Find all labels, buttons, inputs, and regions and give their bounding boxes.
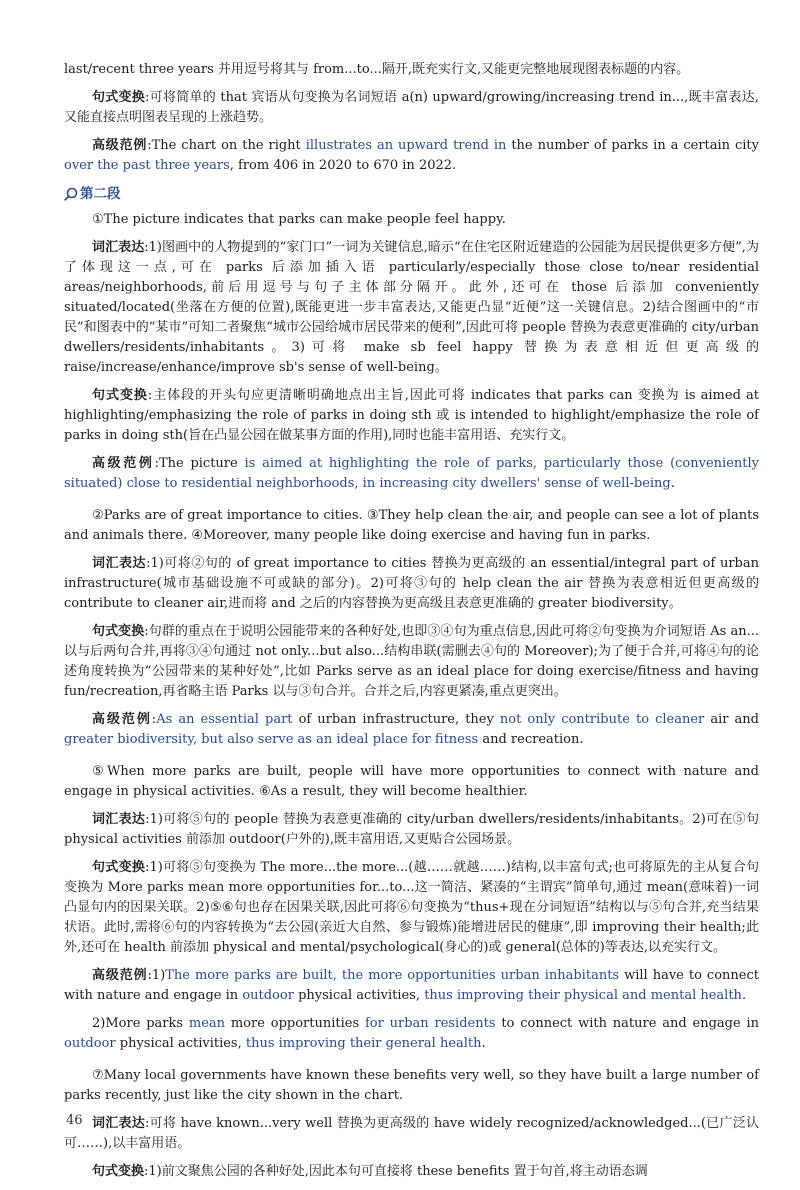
sentence-transform-text: :1)前文聚焦公园的各种好处,因此本句可直接将 these benefits 置于句首,将主动语态调 (144, 1164, 648, 1179)
sentence-transform-block (64, 88, 759, 128)
example-block: 高级范例:As an essential part of urban infrastructure, they not only contribute to cleaner air and greater biodiversity, but also serve as an ideal place for fitness and recreation. (64, 712, 759, 747)
sentence-transform-block (64, 1162, 759, 1182)
example-highlight: As an essential part (156, 712, 293, 727)
label-sentence: 句式变换 (92, 860, 146, 875)
page-content (64, 60, 759, 1190)
sentence-transform-block (64, 858, 759, 958)
vocab-block (64, 554, 759, 614)
original-sentence-3: ⑤When more parks are built, people will have more opportunities to connect with nature and engage in physical activities. ⑥As a result, they will become healthier. (64, 764, 759, 799)
example-text: :The picture (154, 456, 245, 471)
label-example: 高级范例 (92, 138, 148, 153)
label-example: 高级范例 (92, 456, 155, 471)
label-vocab: 词汇表达 (92, 1116, 146, 1131)
example-highlight: greater biodiversity, but also serve as an ideal place for fitness (64, 732, 479, 747)
sentence-transform-text: :句群的重点在于说明公园能带来的各种好处,也即③④句为重点信息,因此可将②句变换为介词短语 As an...以与后两句合并,再将③④句通过 not only...but also...结构串联(需删去④句的 Moreover);为了便于合并,可将④句的论述角度转换为“公园带来的某种好处”,比如 Parks serve as an ideal place for doing exercise/fitness and having fun/recreation,再省略主语 Parks 以与③句合并。合并之后,内容更紧凑,重点更突出。 (64, 624, 759, 699)
example-highlight: over the past three years (64, 158, 230, 173)
vocab-text: :1)图画中的人物提到的“家门口”一词为关键信息,暗示“在住宅区附近建造的公园能为居民提供更多方便”,为了体现这一点,可在 parks 后添加插入语 particularly/especially those close to/near residential areas/neighborhoods,前后用逗号与句子主体部分隔开。此外,还可在 those 后添加 conveniently situated/located(坐落在方便的位置),既能更进一步丰富表达,又能更凸显“近便”这一关键信息。2)结合图画中的“市民”和图表中的“某市”可知二者聚焦“城市公园给城市居民带来的便利”,因此可将 people 替换为表意更准确的 city/urban dwellers/residents/inhabitants。3)可将 make sb feel happy 替换为表意相近但更高级的 raise/increase/enhance/improve sb's sense of well-being。 (64, 240, 759, 375)
original-sentence-2: ②Parks are of great importance to cities. ③They help clean the air, and people can see a lot of plants and animals there. ④Moreover, many people like doing exercise and having fun in parks. (64, 508, 759, 543)
sentence-transform-text: :主体段的开头句应更清晰明确地点出主旨,因此可将 indicates that parks can 变换为 is aimed at highlighting/emphasizing the role of parks in doing sth 或 is intended to highlight/emphasize the role of parks in doing sth(旨在凸显公园在做某事方面的作用),同时也能丰富用语、充实行文。 (64, 388, 759, 443)
label-sentence: 句式变换 (92, 90, 146, 105)
original-sentence-4: ⑦Many local governments have known these benefits very well, so they have built a large number of parks recently, just like the city shown in the chart. (64, 1068, 759, 1103)
example-text: :The chart on the right (147, 138, 306, 153)
example-text: of urban infrastructure, they (292, 712, 500, 727)
example-highlight: outdoor (242, 988, 294, 1003)
example-highlight: thus improving their general health (245, 1036, 482, 1051)
label-vocab: 词汇表达 (92, 556, 147, 571)
example-highlight: for urban residents (364, 1016, 496, 1031)
example-highlight: not only contribute to cleaner (499, 712, 705, 727)
label-sentence: 句式变换 (92, 388, 148, 403)
example-text: the number of parks in a certain city (506, 138, 759, 153)
sentence-transform-text: :1)可将⑤句变换为 The more...the more...(越……就越……)结构,以丰富句式;也可将原先的主从复合句变换为 More parks mean more opportunities for...to...这一简洁、紧凑的“主谓宾”简单句,通过 mean(意味着)一词凸显句内的因果关联。2)⑤⑥句也存在因果关联,因此可将⑥句变换为“thus+现在分词短语”结构以与⑤句合并,充当结果状语。此时,需将⑥句的内容转换为“去公园(亲近大自然、参与锻炼)能增进居民的健康”,即 improving their health;此外,还可在 health 前添加 physical and mental/psychological(身心的)或 general(总体的)等表达,以充实行文。 (64, 860, 759, 955)
example-text: . (670, 476, 675, 491)
example-text: physical activities, (115, 1036, 246, 1051)
vocab-text: :可将 have known...very well 替换为更高级的 have widely recognized/acknowledged...(已广泛认可……),以丰富用语。 (64, 1116, 759, 1151)
label-example: 高级范例 (92, 968, 148, 983)
example-highlight: illustrates an upward trend in (305, 138, 507, 153)
example-text: more opportunities (225, 1016, 365, 1031)
label-vocab: 词汇表达 (92, 240, 145, 255)
example-text: 2)More parks (92, 1016, 189, 1031)
sentence-transform-block (64, 386, 759, 446)
search-icon (64, 187, 78, 201)
sentence-transform-block (64, 622, 759, 702)
sentence-transform-text: :可将简单的 that 宾语从句变换为名词短语 a(n) upward/growing/increasing trend in...,既丰富表达,又能直接点明图表呈现的上涨趋势。 (64, 90, 759, 125)
example-block (64, 454, 759, 494)
example-block (64, 966, 759, 1006)
label-sentence: 句式变换 (92, 1164, 145, 1179)
section-heading (64, 184, 759, 204)
vocab-block (64, 1114, 759, 1154)
example-highlight: outdoor (64, 1036, 116, 1051)
example-highlight: The more parks are built, the more opportunities urban inhabitants (165, 968, 620, 983)
example-block-2 (64, 1014, 759, 1054)
vocab-block (64, 810, 759, 850)
label-example: 高级范例 (92, 712, 152, 727)
label-sentence: 句式变换 (92, 624, 145, 639)
example-highlight: mean (188, 1016, 226, 1031)
example-text: to connect with nature and engage in (495, 1016, 760, 1031)
vocab-text: :1)可将②句的 of great importance to cities 替换为更高级的 an essential/integral part of urban infrastructure(城市基础设施不可或缺的部分)。2)可将③句的 help clean the air 替换为表意相近但更高级的 contribute to cleaner air,进而将 and 之后的内容替换为更高级且表意更准确的 greater biodiversity。 (64, 556, 759, 611)
example-highlight: is aimed at highlighting the role of parks, particularly those (conveniently situated) close to residential neighborhoods, in increasing city dwellers' sense of well-being (64, 456, 759, 491)
vocab-text: :1)可将⑤句的 people 替换为表意更准确的 city/urban dwellers/residents/inhabitants。2)可在⑤句 physical activities 前添加 outdoor(户外的),既丰富用语,又更贴合公园场景。 (64, 812, 759, 847)
example-text: air and (704, 712, 759, 727)
page-number: 46 (66, 1113, 83, 1128)
label-vocab: 词汇表达 (92, 812, 146, 827)
example-text: , from 406 in 2020 to 670 in 2022. (229, 158, 457, 173)
example-text: :1) (147, 968, 166, 983)
example-block (64, 136, 759, 176)
example-text: physical activities, (293, 988, 425, 1003)
example-text: will have to connect with nature and engage in (64, 968, 759, 1003)
original-sentence-1: ①The picture indicates that parks can make people feel happy. (92, 212, 506, 227)
example-highlight: thus improving their physical and mental health (424, 988, 742, 1003)
example-text: . (481, 1036, 486, 1051)
paragraph-intro-continuation: last/recent three years 并用逗号将其与 from...to...隔开,既充实行文,又能更完整地展现图表标题的内容。 (64, 62, 690, 77)
example-text: and recreation. (478, 732, 584, 747)
vocab-block (64, 238, 759, 378)
example-text: . (741, 988, 747, 1003)
section-title: 第二段 (80, 186, 121, 202)
